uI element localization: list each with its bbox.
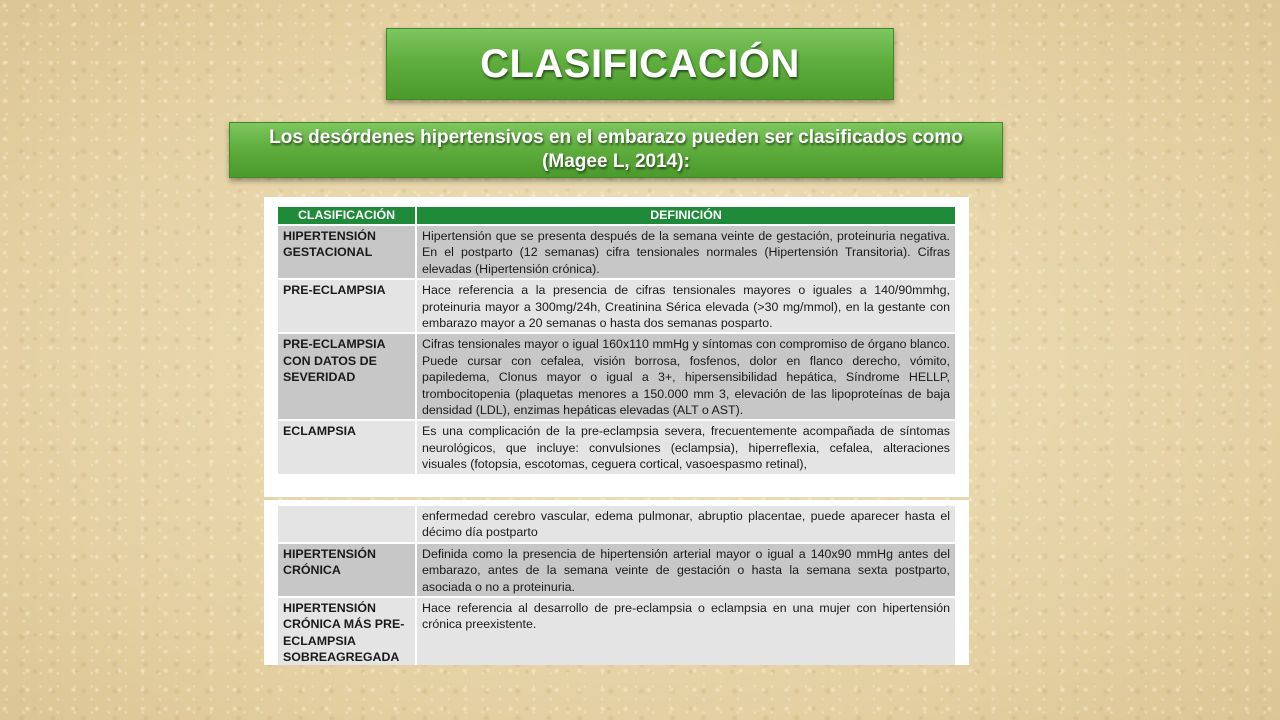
table-row	[278, 598, 955, 665]
row-definition: Definida como la presencia de hipertensión arterial mayor o igual a 140x90 mmHg antes del embarazo, antes de la semana veinte de gestación o hasta la semana sexta postparto, asociada o no a proteinuria.	[417, 544, 955, 596]
table-row	[278, 544, 955, 596]
row-definition: Hace referencia a la presencia de cifras tensionales mayores o iguales a 140/90mmhg, proteinuria mayor a 300mg/24h, Creatinina Sérica elevada (>30 mg/mmol), en la gestante con embarazo mayor a 20 semanas o hasta dos semanas posparto.	[417, 280, 955, 332]
row-term: HIPERTENSIÓN CRÓNICA	[278, 544, 415, 596]
table-row	[278, 280, 955, 332]
table-row	[278, 506, 955, 542]
row-term: PRE-ECLAMPSIA	[278, 280, 415, 332]
classification-table	[276, 205, 957, 476]
row-term: ECLAMPSIA	[278, 421, 415, 473]
classification-table-part-2	[264, 500, 969, 665]
row-term: HIPERTENSIÓN GESTACIONAL	[278, 226, 415, 278]
header-definition: DEFINICIÓN	[417, 207, 955, 224]
row-term: PRE-ECLAMPSIA CON DATOS DE SEVERIDAD	[278, 334, 415, 419]
table-row	[278, 421, 955, 473]
row-definition: Hace referencia al desarrollo de pre-eclampsia o eclampsia en una mujer con hipertensión crónica preexistente.	[417, 598, 955, 665]
row-term	[278, 506, 415, 542]
slide-title: CLASIFICACIÓN	[386, 28, 894, 100]
row-definition: Cifras tensionales mayor o igual 160x110 mmHg y síntomas con compromiso de órgano blanco. Puede cursar con cefalea, visión borrosa, fosfenos, dolor en flanco derecho, vómito, papiledema, Clonus mayor o igual a 3+, hipersensibilidad hepática, Síndrome HELLP, trombocitopenia (plaquetas menores a 150.000 mm 3, elevación de las lipoproteínas de baja densidad (LDL), enzimas hepáticas elevadas (ALT o AST).	[417, 334, 955, 419]
row-definition: Es una complicación de la pre-eclampsia severa, frecuentemente acompañada de síntomas neurológicos, que incluye: convulsiones (eclampsia), hiperreflexia, cefalea, alteraciones visuales (fotopsia, escotomas, ceguera cortical, vasoespasmo retinal),	[417, 421, 955, 473]
classification-table-continued	[276, 504, 957, 665]
header-classification: CLASIFICACIÓN	[278, 207, 415, 224]
row-definition: Hipertensión que se presenta después de la semana veinte de gestación, proteinuria negativa. En el postparto (12 semanas) cifra tensionales normales (Hipertensión Transitoria). Cifras elevadas (Hipertensión crónica).	[417, 226, 955, 278]
table-row	[278, 226, 955, 278]
table-header-row	[278, 207, 955, 224]
row-definition: enfermedad cerebro vascular, edema pulmonar, abruptio placentae, puede aparecer hasta el décimo día postparto	[417, 506, 955, 542]
table-row	[278, 334, 955, 419]
slide-subtitle: Los desórdenes hipertensivos en el embarazo pueden ser clasificados como (Magee L, 2014):	[229, 122, 1003, 178]
classification-table-part-1	[264, 197, 969, 497]
row-term: HIPERTENSIÓN CRÓNICA MÁS PRE-ECLAMPSIA SOBREAGREGADA	[278, 598, 415, 665]
